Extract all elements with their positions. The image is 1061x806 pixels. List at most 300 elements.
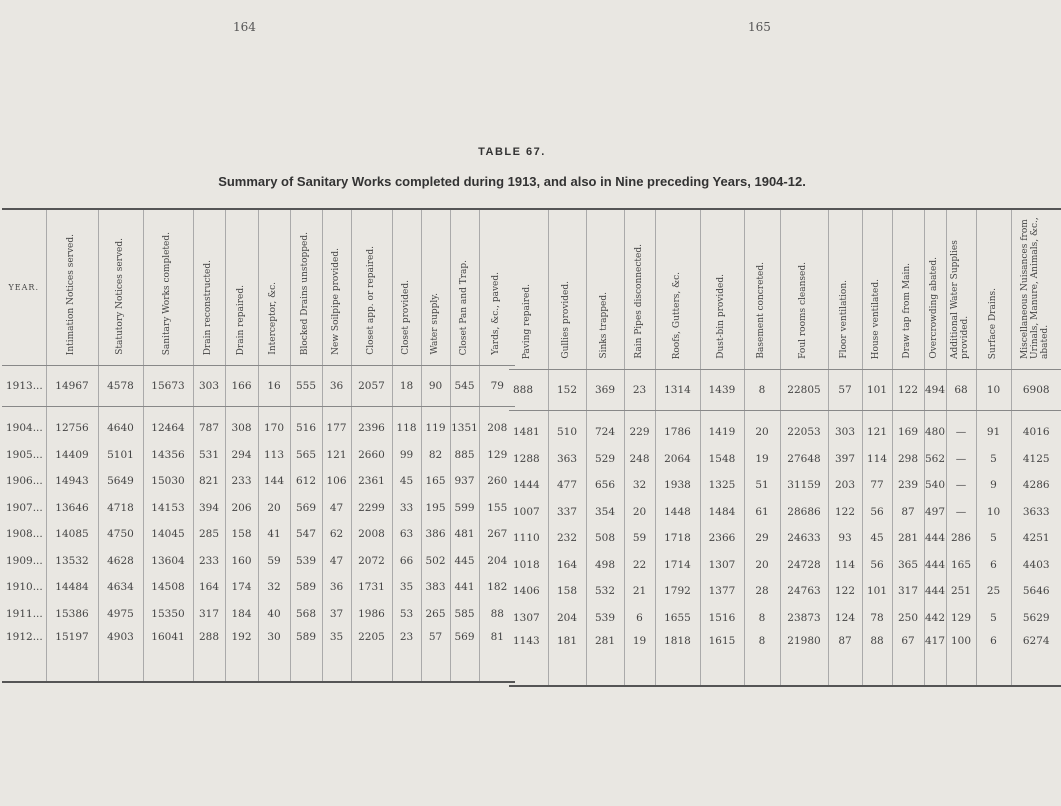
table-cell: 369: [586, 370, 624, 411]
table-cell: 2299: [351, 495, 392, 522]
table-cell: 397: [828, 446, 862, 473]
table-cell: 417: [924, 631, 946, 686]
table-cell: 229: [624, 411, 655, 446]
table-cell: 174: [225, 574, 258, 601]
table-cell: 529: [586, 446, 624, 473]
column-header: [193, 209, 225, 366]
table-cell: 497: [924, 499, 946, 526]
table-cell: 1325: [700, 472, 744, 499]
column-header: [351, 209, 392, 366]
table-cell: 22805: [780, 370, 828, 411]
table-cell: 308: [225, 407, 258, 442]
table-cell: 510: [548, 411, 586, 446]
table-cell: 47: [322, 548, 351, 575]
table-cell: 181: [548, 631, 586, 686]
column-header-label: Sinks trapped.: [599, 292, 610, 359]
table-cell: 13532: [46, 548, 98, 575]
table-cell: 2072: [351, 548, 392, 575]
column-header-label: Paving repaired.: [522, 283, 533, 359]
table-row: [509, 411, 1061, 446]
table-cell: 502: [421, 548, 450, 575]
table-cell: 20: [744, 552, 780, 579]
table-cell: 16041: [143, 627, 193, 682]
table-cell: 281: [892, 525, 924, 552]
table-cell: 555: [290, 366, 322, 407]
column-header: [744, 209, 780, 370]
table-cell: 106: [322, 468, 351, 495]
table-cell: 114: [828, 552, 862, 579]
table-cell: 63: [392, 521, 421, 548]
column-header-label: Interceptor, &c.: [268, 282, 279, 355]
table-cell: 204: [548, 605, 586, 632]
table-cell: 101: [862, 370, 892, 411]
table-cell: 14967: [46, 366, 98, 407]
table-cell: 10: [976, 499, 1011, 526]
column-header-label: Closet provided.: [400, 280, 411, 355]
table-cell: 23873: [780, 605, 828, 632]
column-header: [46, 209, 98, 366]
table-cell: 51: [744, 472, 780, 499]
table-cell: 57: [421, 627, 450, 682]
table-cell: 383: [421, 574, 450, 601]
table-cell: 508: [586, 525, 624, 552]
table-cell: 5: [976, 446, 1011, 473]
table-cell: 2008: [351, 521, 392, 548]
table-cell: 4718: [98, 495, 143, 522]
table-cell: 265: [421, 601, 450, 628]
table-cell: 192: [225, 627, 258, 682]
table-cell: 14409: [46, 442, 98, 469]
table-cell: 14484: [46, 574, 98, 601]
table-cell: 22053: [780, 411, 828, 446]
table-cell: 1548: [700, 446, 744, 473]
table-cell: 20: [744, 411, 780, 446]
table-cell: 386: [421, 521, 450, 548]
right-table: [509, 208, 1061, 687]
table-cell: 599: [450, 495, 479, 522]
column-header: [655, 209, 700, 370]
column-header: [976, 209, 1011, 370]
column-header-label: Overcrowding abated.: [929, 257, 940, 359]
table-cell: 152: [548, 370, 586, 411]
column-header-label: Floor ventilation.: [839, 280, 850, 359]
table-cell: 164: [193, 574, 225, 601]
table-cell: 144: [258, 468, 290, 495]
table-cell: 14085: [46, 521, 98, 548]
table-cell: 656: [586, 472, 624, 499]
table-cell: 87: [828, 631, 862, 686]
column-header: [624, 209, 655, 370]
table-cell: 28: [744, 578, 780, 605]
table-cell: 122: [828, 499, 862, 526]
table-cell: 6908: [1011, 370, 1061, 411]
table-cell: 87: [892, 499, 924, 526]
table-row: [509, 499, 1061, 526]
column-header-label: New Soilpipe provided.: [330, 248, 341, 355]
table-cell: 20: [258, 495, 290, 522]
table-cell: 91: [976, 411, 1011, 446]
column-header: [450, 209, 479, 366]
table-row: [2, 495, 515, 522]
table-cell: 121: [322, 442, 351, 469]
table-cell: 562: [924, 446, 946, 473]
table-cell: 122: [828, 578, 862, 605]
table-cell: 24728: [780, 552, 828, 579]
table-cell: 203: [828, 472, 862, 499]
table-cell: 281: [586, 631, 624, 686]
table-cell: 1314: [655, 370, 700, 411]
table-cell: 31159: [780, 472, 828, 499]
column-header: [586, 209, 624, 370]
table-cell: 317: [193, 601, 225, 628]
table-cell: 20: [624, 499, 655, 526]
table-cell: 77: [862, 472, 892, 499]
table-cell: 303: [828, 411, 862, 446]
table-cell: 569: [450, 627, 479, 682]
table-cell: 184: [225, 601, 258, 628]
table-cell: 1484: [700, 499, 744, 526]
table-cell: 1907...: [6, 501, 43, 514]
column-header-label: Roofs, Gutters, &c.: [671, 271, 682, 359]
table-row: [2, 627, 515, 682]
table-cell: 2064: [655, 446, 700, 473]
column-header-label: Intimation Notices served.: [66, 233, 77, 355]
table-cell: 8: [744, 370, 780, 411]
table-cell: 59: [624, 525, 655, 552]
table-cell: 35: [392, 574, 421, 601]
table-cell: 481: [450, 521, 479, 548]
table-cell: 79: [479, 366, 515, 407]
table-cell: 444: [924, 525, 946, 552]
table-cell: 15673: [143, 366, 193, 407]
table-cell: 67: [892, 631, 924, 686]
table-row: [2, 366, 515, 407]
table-cell: 88: [862, 631, 892, 686]
table-cell: 1655: [655, 605, 700, 632]
column-header-label: Blocked Drains unstopped.: [300, 231, 311, 355]
table-cell: 821: [193, 468, 225, 495]
table-cell: 303: [193, 366, 225, 407]
table-cell: 6274: [1011, 631, 1061, 686]
table-cell: 13646: [46, 495, 98, 522]
table-cell: 36: [322, 366, 351, 407]
table-cell: 539: [586, 605, 624, 632]
column-header-label: Foul rooms cleansed.: [798, 262, 809, 359]
table-row: [509, 525, 1061, 552]
table-cell: 589: [290, 627, 322, 682]
table-cell: 19: [744, 446, 780, 473]
column-header-label: Gullies provided.: [561, 281, 572, 359]
table-cell: 208: [479, 407, 515, 442]
table-cell: 82: [421, 442, 450, 469]
table-cell: 4975: [98, 601, 143, 628]
table-cell: 6: [976, 631, 1011, 686]
column-header-label: Surface Drains.: [987, 287, 998, 359]
column-header: [1011, 209, 1061, 370]
table-cell: 233: [225, 468, 258, 495]
table-cell: 14356: [143, 442, 193, 469]
column-header-label: Additional Water Supplies provided.: [950, 240, 970, 359]
table-cell: 1904...: [6, 422, 43, 435]
table-cell: 88: [479, 601, 515, 628]
table-cell: 62: [322, 521, 351, 548]
table-cell: 165: [421, 468, 450, 495]
table-cell: 195: [421, 495, 450, 522]
column-header: [862, 209, 892, 370]
table-cell: 2057: [351, 366, 392, 407]
table-cell: 47: [322, 495, 351, 522]
table-row: [509, 370, 1061, 411]
table-row: [2, 521, 515, 548]
table-cell: —: [946, 499, 976, 526]
table-cell: 547: [290, 521, 322, 548]
table-cell: 16: [258, 366, 290, 407]
table-cell: 32: [258, 574, 290, 601]
table-cell: 1938: [655, 472, 700, 499]
table-title: TABLE 67.: [478, 146, 546, 158]
table-cell: 13604: [143, 548, 193, 575]
table-cell: 121: [862, 411, 892, 446]
table-cell: 118: [392, 407, 421, 442]
table-cell: 23: [392, 627, 421, 682]
table-cell: —: [946, 472, 976, 499]
column-header: [143, 209, 193, 366]
table-cell: 1444: [513, 479, 540, 492]
table-cell: 170: [258, 407, 290, 442]
table-cell: 15197: [46, 627, 98, 682]
column-header: [509, 209, 548, 370]
table-cell: 1377: [700, 578, 744, 605]
table-cell: 164: [548, 552, 586, 579]
table-cell: 122: [892, 370, 924, 411]
column-header-label: Yards, &c., paved.: [491, 272, 502, 355]
column-header: [780, 209, 828, 370]
table-row: [2, 548, 515, 575]
table-cell: 1143: [513, 635, 540, 647]
table-cell: 113: [258, 442, 290, 469]
table-cell: 1481: [513, 426, 540, 439]
table-cell: 1912...: [6, 631, 43, 643]
table-cell: 4634: [98, 574, 143, 601]
table-cell: 56: [862, 552, 892, 579]
table-cell: 155: [479, 495, 515, 522]
table-cell: 166: [225, 366, 258, 407]
table-cell: 317: [892, 578, 924, 605]
table-cell: 3633: [1011, 499, 1061, 526]
table-cell: 4628: [98, 548, 143, 575]
table-cell: 57: [828, 370, 862, 411]
table-cell: 494: [924, 370, 946, 411]
table-cell: 22: [624, 552, 655, 579]
table-cell: 354: [586, 499, 624, 526]
table-cell: 294: [225, 442, 258, 469]
table-cell: 442: [924, 605, 946, 632]
column-header-label: Miscellaneous Nuisances from Urinals, Manure, Animals, &c., abated.: [1020, 217, 1051, 359]
table-cell: 68: [946, 370, 976, 411]
table-cell: 498: [586, 552, 624, 579]
table-row: [509, 631, 1061, 686]
table-row: [509, 578, 1061, 605]
column-header: [548, 209, 586, 370]
table-cell: 14153: [143, 495, 193, 522]
table-cell: 53: [392, 601, 421, 628]
column-header: [924, 209, 946, 370]
table-cell: 93: [828, 525, 862, 552]
table-row: [2, 601, 515, 628]
table-cell: 724: [586, 411, 624, 446]
table-cell: 37: [322, 601, 351, 628]
table-cell: 1448: [655, 499, 700, 526]
table-cell: 4286: [1011, 472, 1061, 499]
table-cell: 21: [624, 578, 655, 605]
column-header: [2, 209, 46, 366]
table-cell: 1818: [655, 631, 700, 686]
table-cell: 394: [193, 495, 225, 522]
table-cell: 36: [322, 574, 351, 601]
table-cell: 2396: [351, 407, 392, 442]
column-header: [892, 209, 924, 370]
table-cell: 10: [976, 370, 1011, 411]
table-cell: 1516: [700, 605, 744, 632]
table-cell: 169: [892, 411, 924, 446]
table-cell: 8: [744, 605, 780, 632]
column-header: [98, 209, 143, 366]
table-cell: 1351: [450, 407, 479, 442]
table-cell: 480: [924, 411, 946, 446]
table-cell: 1909...: [6, 554, 43, 567]
table-cell: 35: [322, 627, 351, 682]
table-subtitle: Summary of Sanitary Works completed during 1913, and also in Nine preceding Years, 1904-12.: [218, 174, 806, 189]
table-cell: 2366: [700, 525, 744, 552]
table-cell: 5: [976, 525, 1011, 552]
table-cell: 787: [193, 407, 225, 442]
table-cell: 129: [479, 442, 515, 469]
column-header-label: Drain reconstructed.: [203, 259, 214, 355]
table-cell: 888: [509, 370, 548, 411]
table-cell: 61: [744, 499, 780, 526]
table-cell: 565: [290, 442, 322, 469]
table-cell: 29: [744, 525, 780, 552]
table-cell: 233: [193, 548, 225, 575]
table-cell: 1731: [351, 574, 392, 601]
column-header-label: Closet Pan and Trap.: [458, 259, 469, 355]
table-cell: 1910...: [6, 581, 43, 594]
table-cell: 160: [225, 548, 258, 575]
table-cell: 545: [450, 366, 479, 407]
table-cell: 232: [548, 525, 586, 552]
table-cell: 5629: [1011, 605, 1061, 632]
table-cell: 1905...: [6, 448, 43, 461]
column-header: [290, 209, 322, 366]
table-cell: 177: [322, 407, 351, 442]
table-row: [2, 468, 515, 495]
table-cell: 24633: [780, 525, 828, 552]
table-cell: 158: [548, 578, 586, 605]
table-cell: 165: [946, 552, 976, 579]
column-header: [322, 209, 351, 366]
table-cell: 8: [744, 631, 780, 686]
table-cell: 119: [421, 407, 450, 442]
table-cell: 78: [862, 605, 892, 632]
table-cell: 5649: [98, 468, 143, 495]
table-cell: 24763: [780, 578, 828, 605]
table-cell: 298: [892, 446, 924, 473]
table-cell: 21980: [780, 631, 828, 686]
table-cell: 66: [392, 548, 421, 575]
table-cell: 444: [924, 578, 946, 605]
table-cell: 5646: [1011, 578, 1061, 605]
table-cell: 33: [392, 495, 421, 522]
table-cell: 158: [225, 521, 258, 548]
table-cell: 288: [193, 627, 225, 682]
table-cell: 251: [946, 578, 976, 605]
table-cell: 5: [976, 605, 1011, 632]
table-cell: 4125: [1011, 446, 1061, 473]
table-cell: 885: [450, 442, 479, 469]
column-header: [421, 209, 450, 366]
table-cell: 4750: [98, 521, 143, 548]
table-cell: 569: [290, 495, 322, 522]
table-cell: 1307: [700, 552, 744, 579]
left-table: [2, 208, 515, 683]
column-header-label: Basement concreted.: [756, 262, 767, 359]
table-cell: 248: [624, 446, 655, 473]
column-header-label: YEAR.: [8, 283, 39, 292]
table-cell: 285: [193, 521, 225, 548]
table-cell: 204: [479, 548, 515, 575]
page-number-right: 165: [748, 20, 771, 34]
table-cell: 516: [290, 407, 322, 442]
table-cell: 1908...: [6, 528, 43, 541]
table-cell: 45: [862, 525, 892, 552]
table-cell: 6: [624, 605, 655, 632]
table-cell: 2205: [351, 627, 392, 682]
table-row: [509, 446, 1061, 473]
table-cell: 260: [479, 468, 515, 495]
table-cell: 4251: [1011, 525, 1061, 552]
table-cell: 41: [258, 521, 290, 548]
table-cell: 100: [946, 631, 976, 686]
table-cell: 25: [976, 578, 1011, 605]
table-cell: 32: [624, 472, 655, 499]
table-cell: 1615: [700, 631, 744, 686]
table-cell: 9: [976, 472, 1011, 499]
table-cell: 124: [828, 605, 862, 632]
table-cell: 99: [392, 442, 421, 469]
table-cell: 250: [892, 605, 924, 632]
table-cell: 1792: [655, 578, 700, 605]
table-cell: 182: [479, 574, 515, 601]
table-cell: 1307: [513, 611, 540, 624]
table-cell: 81: [479, 627, 515, 682]
column-header: [225, 209, 258, 366]
table-cell: 363: [548, 446, 586, 473]
column-header-label: Rain Pipes disconnected.: [633, 244, 644, 359]
column-header-label: Closet app. or repaired.: [365, 246, 376, 355]
table-cell: 1018: [513, 558, 540, 571]
table-cell: 1986: [351, 601, 392, 628]
table-cell: 14508: [143, 574, 193, 601]
table-cell: 4903: [98, 627, 143, 682]
table-cell: 15386: [46, 601, 98, 628]
table-cell: 365: [892, 552, 924, 579]
table-cell: 114: [862, 446, 892, 473]
table-cell: 19: [624, 631, 655, 686]
table-cell: 59: [258, 548, 290, 575]
column-header: [392, 209, 421, 366]
table-cell: 45: [392, 468, 421, 495]
table-cell: 1714: [655, 552, 700, 579]
